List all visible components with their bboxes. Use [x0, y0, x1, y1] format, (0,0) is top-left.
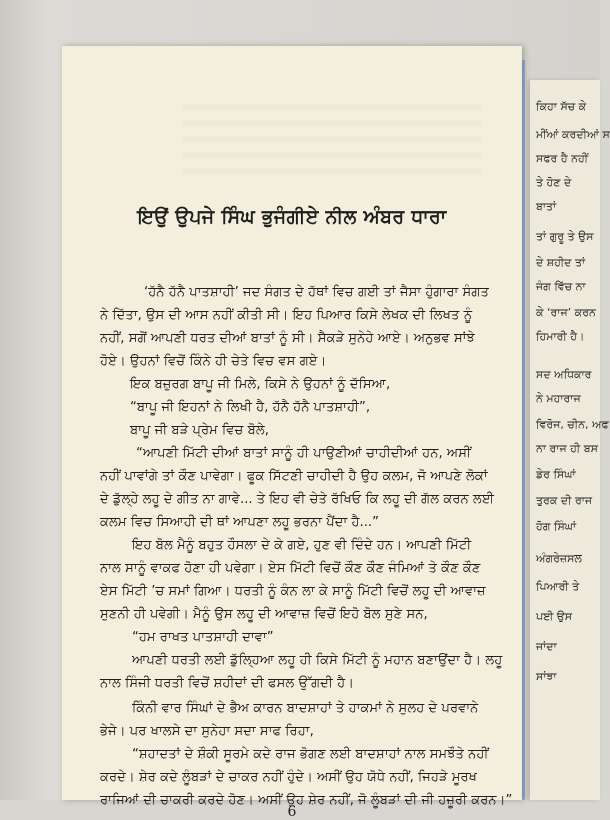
- text-line: ‘ਹੱਨੈ ਹੱਨੈ ਪਾਤਸ਼ਾਹੀ’ ਜਦ ਸੰਗਤ ਦੇ ਹੱਥਾਂ ਵਿਚ ਗਈ ਤਾਂ ਜੈਸਾ ਹੁੰਗਾਰਾ ਸੰਗਤ: [144, 285, 489, 300]
- facing-page-fragment: ਹਿਮਾਰੀ ਹੈ।: [536, 330, 585, 343]
- facing-page-fragment: ਜਾਂਦਾ: [536, 640, 557, 653]
- text-line: ਰਾਜਿਆਂ ਦੀ ਚਾਕਰੀ ਕਰਦੇ ਹੋਣ। ਅਸੀਂ ਉਹ ਸ਼ੇਰ ਨਹੀਂ, ਜੋ ਲੂੰਬੜਾਂ ਦੀ ਜੀ ਹਜ਼ੂਰੀ ਕਰਨ।”: [100, 793, 513, 808]
- facing-page-fragment: ਮੀਂਆਂ ਕਰਦੀਆਂ ਸ: [536, 128, 610, 141]
- text-line: ਕਲਮ ਵਿਚ ਸਿਆਹੀ ਦੀ ਥਾਂ ਆਪਣਾ ਲਹੂ ਭਰਨਾ ਪੈਂਦਾ ਹੈ...”: [100, 515, 379, 530]
- text-line: ਇਕ ਬਜ਼ੁਰਗ ਬਾਪੂ ਜੀ ਮਿਲੇ, ਕਿਸੇ ਨੇ ਉਹਨਾਂ ਨੂੰ ਦੱਸਿਆ,: [130, 377, 391, 392]
- text-line: ਨਹੀਂ, ਸਗੋਂ ਆਪਣੀ ਧਰਤ ਦੀਆਂ ਬਾਤਾਂ ਨੂੰ ਸੀ। ਸੈਕੜੇ ਸੁਨੇਹੇ ਆਏ। ਅਨੁਭਵ ਸਾਂਝੇ: [100, 331, 475, 346]
- facing-page: [530, 80, 610, 800]
- facing-page-fragment: ਸਦ ਅਧਿਕਾਰ: [536, 368, 592, 381]
- text-line: ਕਿੰਨੀ ਵਾਰ ਸਿੰਘਾਂ ਦੇ ਭੈਅ ਕਾਰਨ ਬਾਦਸ਼ਾਹਾਂ ਤੇ ਹਾਕਮਾਂ ਨੇ ਸੁਲਹ ਦੇ ਪਰਵਾਨੇ: [132, 701, 479, 716]
- text-line: ਨਾਲ ਸਾਨੂੰ ਵਾਕਫ ਹੋਣਾ ਹੀ ਪਵੇਗਾ। ਏਸ ਮਿੱਟੀ ਵਿਚੋਂ ਕੌਣ ਕੌਣ ਜੰਮਿਆਂ ਤੇ ਕੌਣ ਕੌਣ: [100, 561, 481, 576]
- facing-page-fragment: ਜੰਗ ਵਿੱਚ ਨਾ: [536, 280, 586, 293]
- show-through-text: [182, 104, 482, 174]
- facing-page-fragment: ਦੇ ਸ਼ਹੀਦ ਤਾਂ: [536, 256, 586, 269]
- facing-page-fragment: ਕਿਹਾ ਸੱਚ ਕੇ: [536, 100, 587, 113]
- text-line: ਨਾਲ ਸਿੰਜੀ ਧਰਤੀ ਵਿਚੋਂ ਸ਼ਹੀਦਾਂ ਦੀ ਫਸਲ ਉੱਗਦੀ ਹੈ।: [100, 676, 355, 691]
- text-line: ਇਹ ਬੋਲ ਮੈਨੂੰ ਬਹੁਤ ਹੌਸਲਾ ਦੇ ਕੇ ਗਏ, ਹੁਣ ਵੀ ਦਿੰਦੇ ਹਨ। ਆਪਣੀ ਮਿੱਟੀ: [132, 538, 472, 553]
- text-line: ਭੇਜੇ। ਪਰ ਖਾਲਸੇ ਦਾ ਸੁਨੇਹਾ ਸਦਾ ਸਾਫ ਰਿਹਾ,: [100, 724, 314, 739]
- facing-page-fragment: ਪਈ ਉਸ: [536, 610, 573, 623]
- text-line: “ਸ਼ਹਾਦਤਾਂ ਦੇ ਸ਼ੌਕੀ ਸੂਰਮੇ ਕਦੇ ਰਾਜ ਭੋਗਣ ਲਈ ਬਾਦਸ਼ਾਹਾਂ ਨਾਲ ਸਮਝੌਤੇ ਨਹੀਂ: [132, 747, 489, 762]
- facing-page-fragment: ਸਾਂਝਾ: [536, 670, 557, 683]
- facing-page-fragment: ਕੇ ‘ਰਾਜ’ ਕਰਨ: [536, 306, 596, 319]
- text-line: ਸੁਣਨੀ ਹੀ ਪਵੇਗੀ। ਮੈਨੂੰ ਉਸ ਲਹੂ ਦੀ ਆਵਾਜ਼ ਵਿਚੋਂ ਇਹੋ ਬੋਲ ਸੁਣੇ ਸਨ,: [100, 607, 428, 622]
- page-number: 6: [287, 804, 297, 820]
- facing-page-fragment: ਸਫਰ ਹੈ ਨਹੀਂ: [536, 152, 589, 165]
- text-line: ਨਹੀਂ ਪਾਵਾਂਗੇ ਤਾਂ ਕੌਣ ਪਾਵੇਗਾ। ਫੂਕ ਸਿੱਟਣੀ ਚਾਹੀਦੀ ਹੈ ਉਹ ਕਲਮ, ਜੋ ਆਪਣੇ ਲੋਕਾਂ: [100, 469, 488, 484]
- text-line: ਹੋਏ। ਉਹਨਾਂ ਵਿਚੋਂ ਕਿੰਨੇ ਹੀ ਚੇਤੇ ਵਿਚ ਵਸ ਗਏ।: [100, 354, 327, 369]
- text-line: “ਹਮ ਰਾਖਤ ਪਾਤਸ਼ਾਹੀ ਦਾਵਾ”: [132, 630, 274, 645]
- text-line: “ਆਪਣੀ ਮਿੱਟੀ ਦੀਆਂ ਬਾਤਾਂ ਸਾਨੂੰ ਹੀ ਪਾਉਣੀਆਂ ਚਾਹੀਦੀਆਂ ਹਨ, ਅਸੀਂ: [136, 446, 471, 461]
- text-line: ਏਸ ਮਿੱਟੀ ’ਚ ਸਮਾਂ ਗਿਆ। ਧਰਤੀ ਨੂੰ ਕੰਨ ਲਾ ਕੇ ਸਾਨੂੰ ਮਿੱਟੀ ਵਿਚੋਂ ਲਹੂ ਦੀ ਆਵਾਜ਼: [100, 584, 486, 599]
- facing-page-fragment: ਤਾਂ ਗੁਰੂ ਤੇ ਉਸ: [536, 230, 594, 243]
- facing-page-fragment: ਪਿਆਰੀ ਤੇ: [536, 580, 580, 593]
- facing-page-fragment: ਤੁਰਕ ਦੀ ਰਾਜ: [536, 494, 593, 507]
- text-line: ਕਰਦੇ। ਸ਼ੇਰ ਕਦੇ ਲੂੰਬੜਾਂ ਦੇ ਚਾਕਰ ਨਹੀਂ ਹੁੰਦੇ। ਅਸੀਂ ਉਹ ਯੋਧੇ ਨਹੀਂ, ਜਿਹੜੇ ਮੂਰਖ: [100, 770, 478, 785]
- book-page: [62, 46, 522, 820]
- facing-page-fragment: ਨੇ ਮਹਾਰਾਜ: [536, 392, 581, 405]
- text-line: ਬਾਪੂ ਜੀ ਬੜੇ ਪ੍ਰੇਮ ਵਿਚ ਬੋਲੇ,: [130, 423, 269, 438]
- facing-page-fragment: ਅੰਗਰੇਜ਼ਸਲ: [536, 552, 582, 565]
- facing-page-fragment: ਤੇ ਹੋਣ ਦੇ: [536, 176, 572, 189]
- facing-page-fragment: ਬਾਤਾਂ: [536, 200, 557, 213]
- facing-page-fragment: ਵਿਰੋਜ, ਚੀਨ, ਅਫ: [536, 418, 609, 431]
- facing-page-fragment: ਹੋਗ ਸਿੰਘਾਂ: [536, 520, 577, 533]
- text-line: “ਬਾਪੂ ਜੀ ਇਹਨਾਂ ਨੇ ਲਿਖੀ ਹੈ, ਹੱਨੈ ਹੱਨੈ ਪਾਤਸ਼ਾਹੀ”,: [130, 400, 371, 415]
- chapter-title: ਇਉਂ ਉਪਜੇ ਸਿੰਘ ਭੁਜੰਗੀਏ ਨੀਲ ਅੰਬਰ ਧਾਰਾ: [137, 206, 447, 228]
- facing-page-fragment: ਡੇਰ ਸਿੰਘਾਂ: [536, 468, 576, 481]
- text-line: ਨੇ ਦਿੱਤਾ, ਉਸ ਦੀ ਆਸ ਨਹੀਂ ਕੀਤੀ ਸੀ। ਇਹ ਪਿਆਰ ਕਿਸੇ ਲੇਖਕ ਦੀ ਲਿਖਤ ਨੂੰ: [100, 308, 473, 323]
- text-line: ਆਪਣੀ ਧਰਤੀ ਲਈ ਡੁੱਲ੍ਹਿਆ ਲਹੂ ਹੀ ਕਿਸੇ ਮਿੱਟੀ ਨੂੰ ਮਹਾਨ ਬਣਾਉਂਦਾ ਹੈ। ਲਹੂ: [132, 653, 503, 668]
- text-line: ਦੇ ਡੁੱਲ੍ਹੇ ਲਹੂ ਦੇ ਗੀਤ ਨਾ ਗਾਵੇ... ਤੇ ਇਹ ਵੀ ਚੇਤੇ ਰੱਖਿਓ ਕਿ ਲਹੂ ਦੀ ਗੱਲ ਕਰਨ ਲਈ: [100, 492, 495, 507]
- facing-page-fragment: ਨਾ ਰਾਜ ਹੀ ਬਸ: [536, 442, 598, 455]
